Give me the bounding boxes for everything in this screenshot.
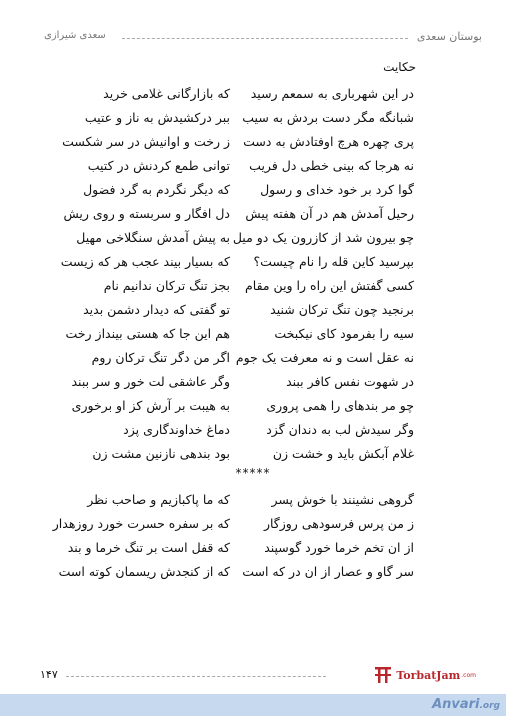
torbatjam-logo-icon [373,665,393,685]
verse-second-hemistich: که دیگر نگردم به گرد فضول [83,182,230,197]
verse-second-hemistich: به پیش آمدش سنگلاخی مهیل [76,230,230,245]
verse-line [0,230,506,254]
verse-line [0,326,506,350]
verse-line [0,492,506,516]
verse-line [0,564,506,588]
site-logo[interactable] [373,664,476,686]
verse-second-hemistich: ببر درکشیدش به ناز و عتیب [84,110,230,125]
verse-first-hemistich: نه عقل است و نه معرفت یک جوم [235,350,414,365]
verse-line [0,134,506,158]
verse-first-hemistich: در شهوت نفس کافر ببند [286,374,414,389]
verse-first-hemistich: ز من پرس فرسودهی روزگار [263,516,414,531]
verse-first-hemistich: چو بیرون شد از کازرون یک دو میل [232,230,414,245]
header-divider [122,38,408,39]
verse-second-hemistich: اگر من دگر تنگ ترکان روم [91,350,230,365]
verse-first-hemistich: نه هرجا که بینی خطی دل فریب [249,158,414,173]
verse-line [0,206,506,230]
section-separator: ***** [235,466,271,480]
verse-line [0,398,506,422]
verse-second-hemistich: تو گفتی که دیدار دشمن بدید [83,302,230,317]
verse-first-hemistich: کسی گفتش این راه را وین مقام [245,278,414,293]
page-header [44,30,482,48]
verse-second-hemistich: توانی طمع کردنش در کتیب [87,158,230,173]
verse-first-hemistich: سیه را بفرمود کای نیکبخت [274,326,414,341]
verse-second-hemistich: که بر سفره حسرت خورد روزهدار [52,516,230,531]
verse-line [0,254,506,278]
verse-second-hemistich: وگر عاشقی لت خور و سر ببند [71,374,230,389]
verse-line [0,158,506,182]
verse-first-hemistich: پری چهره هرچ اوفتادش به دست [243,134,414,149]
watermark-text: Anvari [432,697,480,712]
verse-line [0,182,506,206]
verse-first-hemistich: در این شهرباری به سمعم رسید [250,86,414,101]
verse-first-hemistich: غلام آبکش باید و خشت زن [272,446,414,461]
verse-second-hemistich: که از کنجدش ریسمان کوته است [58,564,230,579]
verse-line [0,374,506,398]
author-name: سعدی شیرازی [44,30,106,41]
page-number: ۱۴۷ [40,668,58,681]
verse-line [0,422,506,446]
watermark-bar [0,694,506,716]
logo-text: TorbatJam [396,668,461,682]
verse-first-hemistich: گوا کرد بر خود خدای و رسول [260,182,414,197]
verse-first-hemistich: گروهی نشینند با خوش پسر [271,492,414,507]
verse-first-hemistich: از ان تخم خرما خورد گوسپند [264,540,414,555]
verse-first-hemistich: شبانگه مگر دست بردش به سیب [242,110,414,125]
verse-first-hemistich: برنجید چون تنگ ترکان شنید [270,302,414,317]
verse-second-hemistich: که بازارگانی غلامی خرید [103,86,230,101]
verse-second-hemistich: به هیبت بر آرش کز او برخوری [71,398,230,413]
verse-second-hemistich: هم این جا که هستی بینداز رخت [65,326,230,341]
verse-first-hemistich: بپرسید کاین قله را نام چیست؟ [253,254,414,269]
verse-second-hemistich: بود بندهی نازنین مشت زن [92,446,230,461]
verse-second-hemistich: ز رخت و اوانیش در سر شکست [62,134,230,149]
verse-second-hemistich: بجز تنگ ترکان ندانیم نام [103,278,230,293]
section-heading: حکایت [383,60,416,74]
watermark [432,697,500,712]
watermark-suffix: .org [479,701,500,711]
verse-second-hemistich: که قفل است بر تنگ خرما و بند [67,540,230,555]
verse-second-hemistich: که بسیار بیند عجب هر که زیست [60,254,230,269]
footer-divider [66,676,326,677]
verse-line [0,540,506,564]
verse-line [0,278,506,302]
verse-first-hemistich: سر گاو و عصار از ان در که است [242,564,414,579]
verse-line [0,516,506,540]
verse-second-hemistich: که ما پاکبازیم و صاحب نظر [87,492,230,507]
page-footer [40,664,476,688]
verse-first-hemistich: وگر سیدش لب به دندان گزد [266,422,414,437]
book-title: بوستان سعدی [416,30,482,43]
verse-line [0,110,506,134]
logo-suffix: .com [461,671,476,679]
verse-first-hemistich: چو مر بندهای را همی پروری [266,398,414,413]
verse-second-hemistich: دل افگار و سربسته و روی ریش [63,206,230,221]
verse-line [0,302,506,326]
verse-first-hemistich: رحیل آمدش هم در آن هفته پیش [245,206,414,221]
verse-second-hemistich: دماغ خداوندگاری پزد [123,422,230,437]
verse-line [0,86,506,110]
verse-line [0,350,506,374]
